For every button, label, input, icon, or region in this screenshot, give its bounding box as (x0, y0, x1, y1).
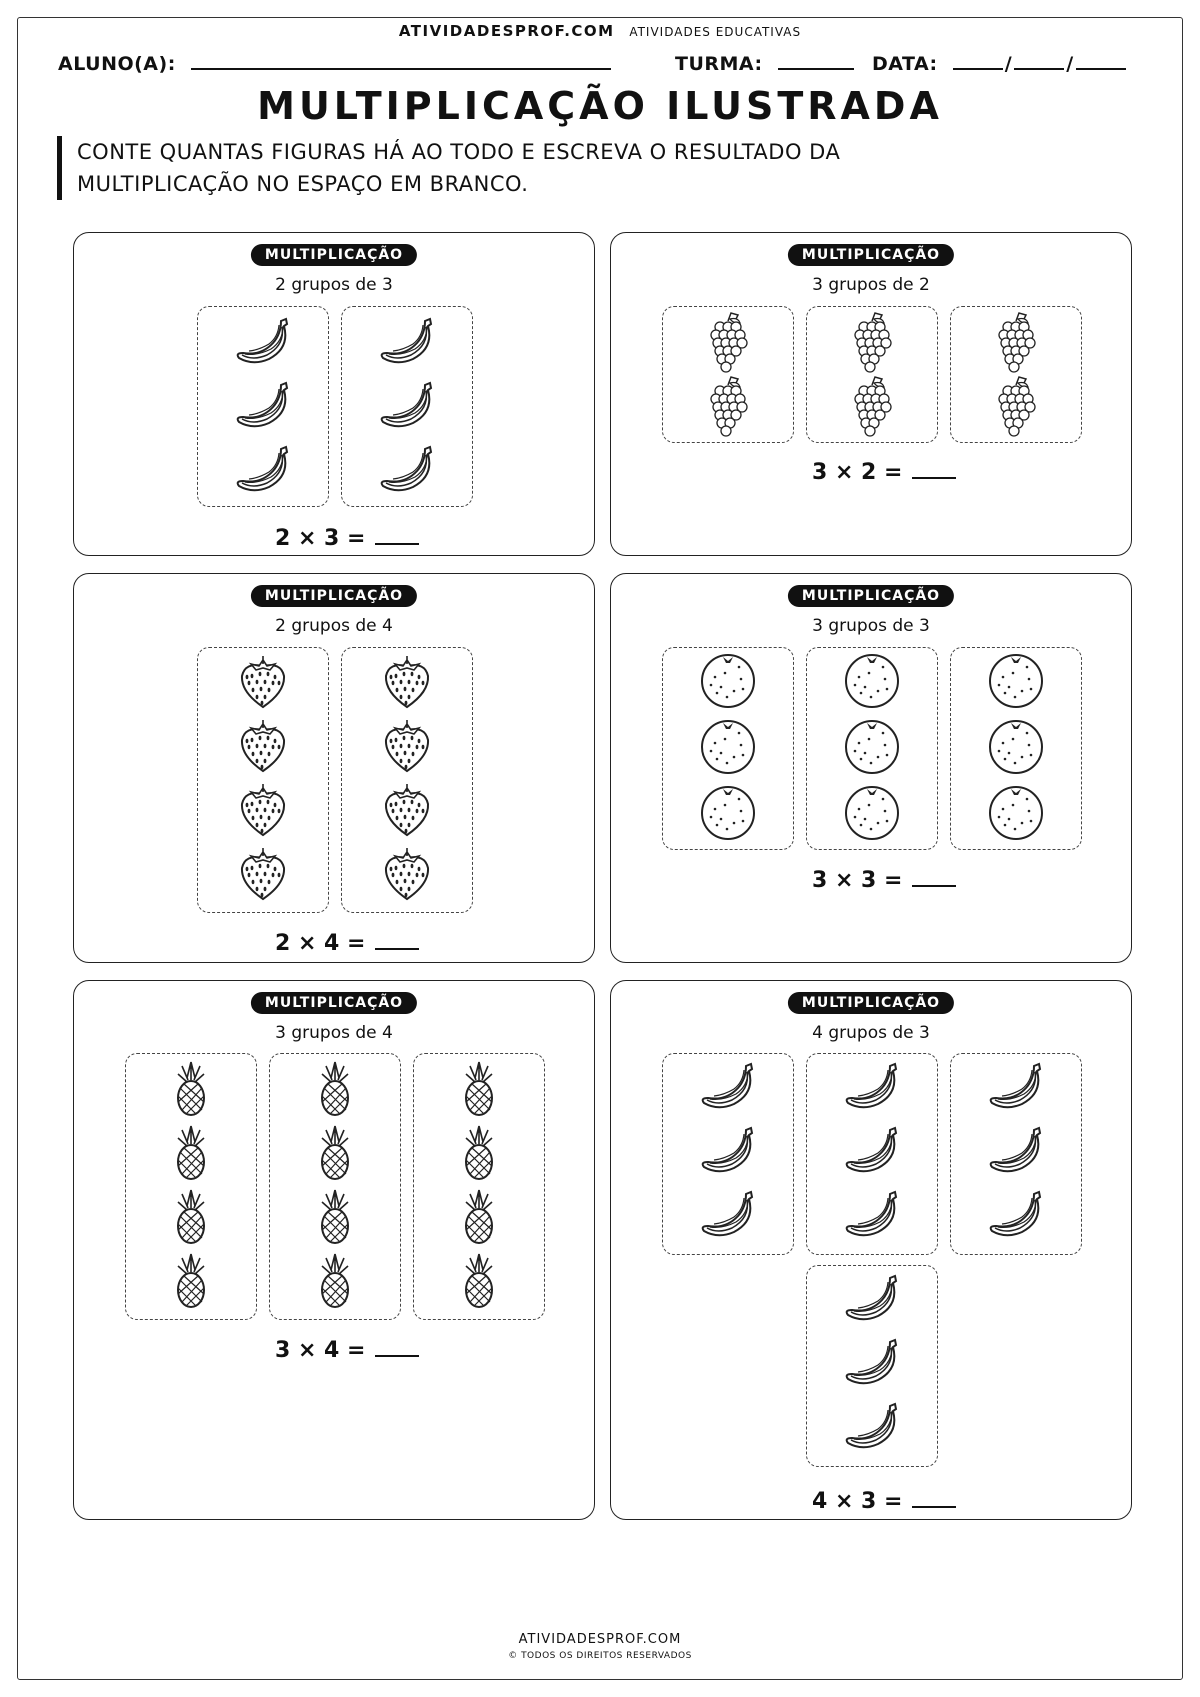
banana-icon (840, 1188, 904, 1244)
pineapple-icon (318, 1188, 352, 1250)
class-label: TURMA: (675, 53, 763, 75)
answer-blank[interactable] (912, 1486, 956, 1508)
banana-icon (840, 1272, 904, 1328)
fruit-group (662, 306, 794, 443)
date-year-line[interactable] (1076, 50, 1126, 70)
orange-icon (987, 783, 1045, 845)
instruction-block (57, 136, 977, 200)
equation (812, 457, 956, 485)
pineapple-icon (318, 1252, 352, 1314)
banana-icon (231, 315, 295, 371)
answer-blank[interactable] (375, 523, 419, 545)
groups-label: 3 grupos de 4 (275, 1023, 393, 1043)
fruit-group (413, 1053, 545, 1320)
exercise-panel (73, 573, 595, 963)
strawberry-icon (381, 652, 433, 714)
grapes-icon (708, 311, 748, 377)
date-month-line[interactable] (1014, 50, 1064, 70)
date-field[interactable] (872, 50, 1126, 75)
date-day-line[interactable] (953, 50, 1003, 70)
banana-icon (984, 1124, 1048, 1180)
equation (275, 1335, 419, 1363)
exercise-panel (73, 980, 595, 1520)
orange-icon (987, 651, 1045, 713)
multiplication-badge: MULTIPLICAÇÃO (251, 992, 417, 1014)
class-line[interactable] (778, 50, 854, 70)
multiplication-badge: MULTIPLICAÇÃO (788, 992, 954, 1014)
banana-icon (231, 443, 295, 499)
pineapple-icon (318, 1124, 352, 1186)
strawberry-icon (237, 652, 289, 714)
equation (275, 523, 419, 551)
banana-icon (375, 443, 439, 499)
pineapple-icon (174, 1252, 208, 1314)
banana-icon (984, 1188, 1048, 1244)
fruit-group (197, 647, 329, 913)
fruit-group (662, 647, 794, 850)
groups-label: 3 grupos de 2 (812, 275, 930, 295)
equation (275, 928, 419, 956)
class-field[interactable] (675, 50, 854, 75)
multiplication-badge: MULTIPLICAÇÃO (788, 585, 954, 607)
banana-icon (840, 1060, 904, 1116)
banana-icon (696, 1124, 760, 1180)
answer-blank[interactable] (375, 1335, 419, 1357)
groups-label: 2 grupos de 4 (275, 616, 393, 636)
fruit-group (806, 647, 938, 850)
equation-text: 2 × 4 = (275, 931, 366, 956)
fruit-group (950, 306, 1082, 443)
pineapple-icon (318, 1060, 352, 1122)
multiplication-badge: MULTIPLICAÇÃO (788, 244, 954, 266)
grapes-icon (996, 375, 1036, 441)
banana-icon (696, 1188, 760, 1244)
fruit-group (806, 306, 938, 443)
pineapple-icon (462, 1124, 496, 1186)
student-fields (58, 50, 1142, 80)
orange-icon (987, 717, 1045, 779)
banana-icon (840, 1336, 904, 1392)
grapes-icon (852, 311, 892, 377)
banana-icon (984, 1060, 1048, 1116)
banana-icon (375, 379, 439, 435)
multiplication-badge: MULTIPLICAÇÃO (251, 585, 417, 607)
fruit-group (125, 1053, 257, 1320)
student-name-label: ALUNO(A): (58, 53, 176, 75)
student-name-field[interactable] (58, 50, 611, 75)
equation-text: 3 × 4 = (275, 1338, 366, 1363)
student-name-line[interactable] (191, 50, 611, 70)
orange-icon (699, 783, 757, 845)
page-title: MULTIPLICAÇÃO ILUSTRADA (257, 84, 943, 128)
banana-icon (840, 1400, 904, 1456)
groups-label: 4 grupos de 3 (812, 1023, 930, 1043)
exercise-panel (610, 573, 1132, 963)
exercise-panel (73, 232, 595, 556)
orange-icon (699, 651, 757, 713)
fruit-group (269, 1053, 401, 1320)
pineapple-icon (174, 1124, 208, 1186)
banana-icon (231, 379, 295, 435)
fruit-group (806, 1265, 938, 1467)
site-header (0, 22, 1200, 40)
groups-label: 2 grupos de 3 (275, 275, 393, 295)
footer-copyright: © TODOS OS DIREITOS RESERVADOS (508, 1651, 692, 1661)
fruit-group (950, 1053, 1082, 1255)
pineapple-icon (174, 1188, 208, 1250)
answer-blank[interactable] (375, 928, 419, 950)
footer-site: ATIVIDADESPROF.COM (518, 1632, 682, 1647)
date-separator: / (1066, 53, 1074, 75)
orange-icon (843, 717, 901, 779)
fruit-group (950, 647, 1082, 850)
fruit-group (806, 1053, 938, 1255)
site-name: ATIVIDADESPROF.COM (398, 22, 615, 40)
fruit-group (341, 306, 473, 507)
orange-icon (843, 651, 901, 713)
site-subtitle: ATIVIDADES EDUCATIVAS (629, 25, 802, 39)
multiplication-badge: MULTIPLICAÇÃO (251, 244, 417, 266)
strawberry-icon (381, 844, 433, 906)
strawberry-icon (381, 780, 433, 842)
banana-icon (375, 315, 439, 371)
strawberry-icon (237, 780, 289, 842)
fruit-group (197, 306, 329, 507)
grapes-icon (708, 375, 748, 441)
equation-text: 4 × 3 = (812, 1489, 903, 1514)
grapes-icon (852, 375, 892, 441)
orange-icon (843, 783, 901, 845)
equation-text: 3 × 2 = (812, 460, 903, 485)
fruit-group (341, 647, 473, 913)
banana-icon (840, 1124, 904, 1180)
pineapple-icon (462, 1060, 496, 1122)
instruction-line: CONTE QUANTAS FIGURAS HÁ AO TODO E ESCREVA O RESULTADO DA (77, 140, 841, 164)
footer (0, 1632, 1200, 1664)
strawberry-icon (237, 716, 289, 778)
date-separator: / (1004, 53, 1013, 75)
groups-label: 3 grupos de 3 (812, 616, 930, 636)
instruction-line: MULTIPLICAÇÃO NO ESPAÇO EM BRANCO. (77, 172, 529, 196)
equation (812, 865, 956, 893)
equation (812, 1486, 956, 1514)
equation-text: 2 × 3 = (275, 526, 366, 551)
strawberry-icon (381, 716, 433, 778)
date-label: DATA: (872, 53, 938, 75)
pineapple-icon (174, 1060, 208, 1122)
answer-blank[interactable] (912, 457, 956, 479)
fruit-group (662, 1053, 794, 1255)
exercise-panel (610, 980, 1132, 1520)
exercise-panel (610, 232, 1132, 556)
grapes-icon (996, 311, 1036, 377)
answer-blank[interactable] (912, 865, 956, 887)
strawberry-icon (237, 844, 289, 906)
pineapple-icon (462, 1188, 496, 1250)
banana-icon (696, 1060, 760, 1116)
orange-icon (699, 717, 757, 779)
equation-text: 3 × 3 = (812, 868, 903, 893)
pineapple-icon (462, 1252, 496, 1314)
